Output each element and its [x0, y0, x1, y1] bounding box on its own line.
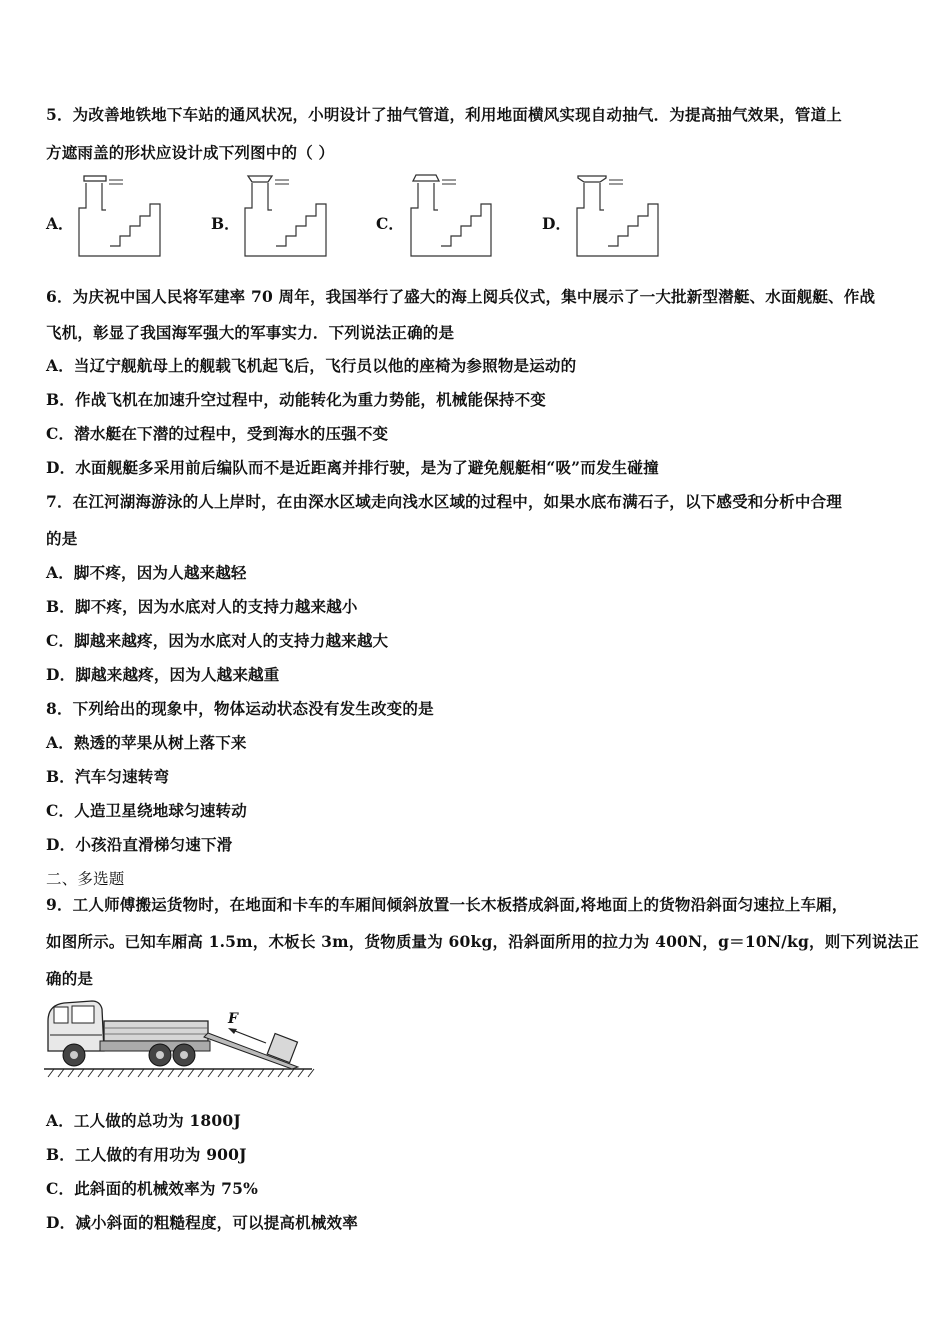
q5-option-a-diagram: [78, 170, 166, 260]
q8-option-a: A．熟透的苹果从树上落下来: [46, 733, 247, 752]
q5-option-c-diagram: [407, 170, 495, 260]
q6-option-a: A．当辽宁舰航母上的舰载飞机起飞后，飞行员以他的座椅为参照物是运动的: [46, 356, 577, 375]
q7-option-a: A．脚不疼，因为人越来越轻: [46, 563, 247, 582]
q8-option-b: B．汽车匀速转弯: [46, 767, 170, 786]
q7-option-d: D．脚越来越疼，因为人越来越重: [46, 665, 280, 684]
q7-stem-line2: 的是: [46, 529, 78, 548]
q8-stem: 8．下列给出的现象中，物体运动状态没有发生改变的是: [46, 699, 434, 718]
q6-option-b: B．作战飞机在加速升空过程中，动能转化为重力势能，机械能保持不变: [46, 390, 547, 409]
q5-option-b-diagram: [242, 170, 330, 260]
q7-option-c: C．脚越来越疼，因为水底对人的支持力越来越大: [46, 631, 389, 650]
q7-option-b: B．脚不疼，因为水底对人的支持力越来越小: [46, 597, 358, 616]
q8-option-d: D．小孩沿直滑梯匀速下滑: [46, 835, 233, 854]
q6-option-c: C．潜水艇在下潜的过程中，受到海水的压强不变: [46, 424, 389, 443]
q5-options-figure: [46, 170, 686, 262]
q6-stem-line1: 6．为庆祝中国人民将军建率 70 周年，我国举行了盛大的海上阅兵仪式，集中展示了一大批新型潜艇、水面舰艇、作战: [46, 287, 876, 306]
q9-option-b: B．工人做的有用功为 900J: [46, 1145, 247, 1164]
q5-stem-line2: 方遮雨盖的形状应设计成下列图中的（ ）: [46, 143, 335, 162]
q7-stem-line1: 7．在江河湖海游泳的人上岸时，在由深水区域走向浅水区域的过程中，如果水底布满石子，以下感受和分析中合理: [46, 492, 842, 511]
q6-stem-line2: 飞机，彰显了我国海军强大的军事实力．下列说法正确的是: [46, 323, 455, 342]
section-heading: 二、多选题: [46, 870, 125, 888]
q9-option-c: C．此斜面的机械效率为 75%: [46, 1179, 259, 1198]
q5-option-b-label: B．: [211, 214, 240, 233]
q9-stem-line1: 9．工人师傅搬运货物时，在地面和卡车的车厢间倾斜放置一长木板搭成斜面,将地面上的货物沿斜面匀速拉上车厢，: [46, 895, 848, 914]
q5-option-d-label: D．: [542, 214, 571, 233]
q5-option-d-diagram: [574, 170, 662, 260]
q6-option-d: D．水面舰艇多采用前后编队而不是近距离并排行驶，是为了避免舰艇相“吸”而发生碰撞: [46, 458, 659, 477]
q9-option-d: D．减小斜面的粗糙程度，可以提高机械效率: [46, 1213, 358, 1232]
force-label: F: [228, 1011, 238, 1027]
q8-option-c: C．人造卫星绕地球匀速转动: [46, 801, 247, 820]
q9-stem-line3: 确的是: [46, 969, 94, 988]
q5-option-a-label: A．: [46, 214, 74, 233]
q5-option-c-label: C．: [376, 214, 404, 233]
truck-ramp-diagram: [44, 993, 316, 1083]
q9-stem-line2: 如图所示。已知车厢高 1.5m，木板长 3m，货物质量为 60kg，沿斜面所用的拉力为 400N，g＝10N/kg，则下列说法正: [46, 932, 919, 951]
q5-stem-line1: 5．为改善地铁地下车站的通风状况，小明设计了抽气管道，利用地面横风实现自动抽气．为提高抽气效果，管道上: [46, 105, 842, 124]
q9-option-a: A．工人做的总功为 1800J: [46, 1111, 241, 1130]
